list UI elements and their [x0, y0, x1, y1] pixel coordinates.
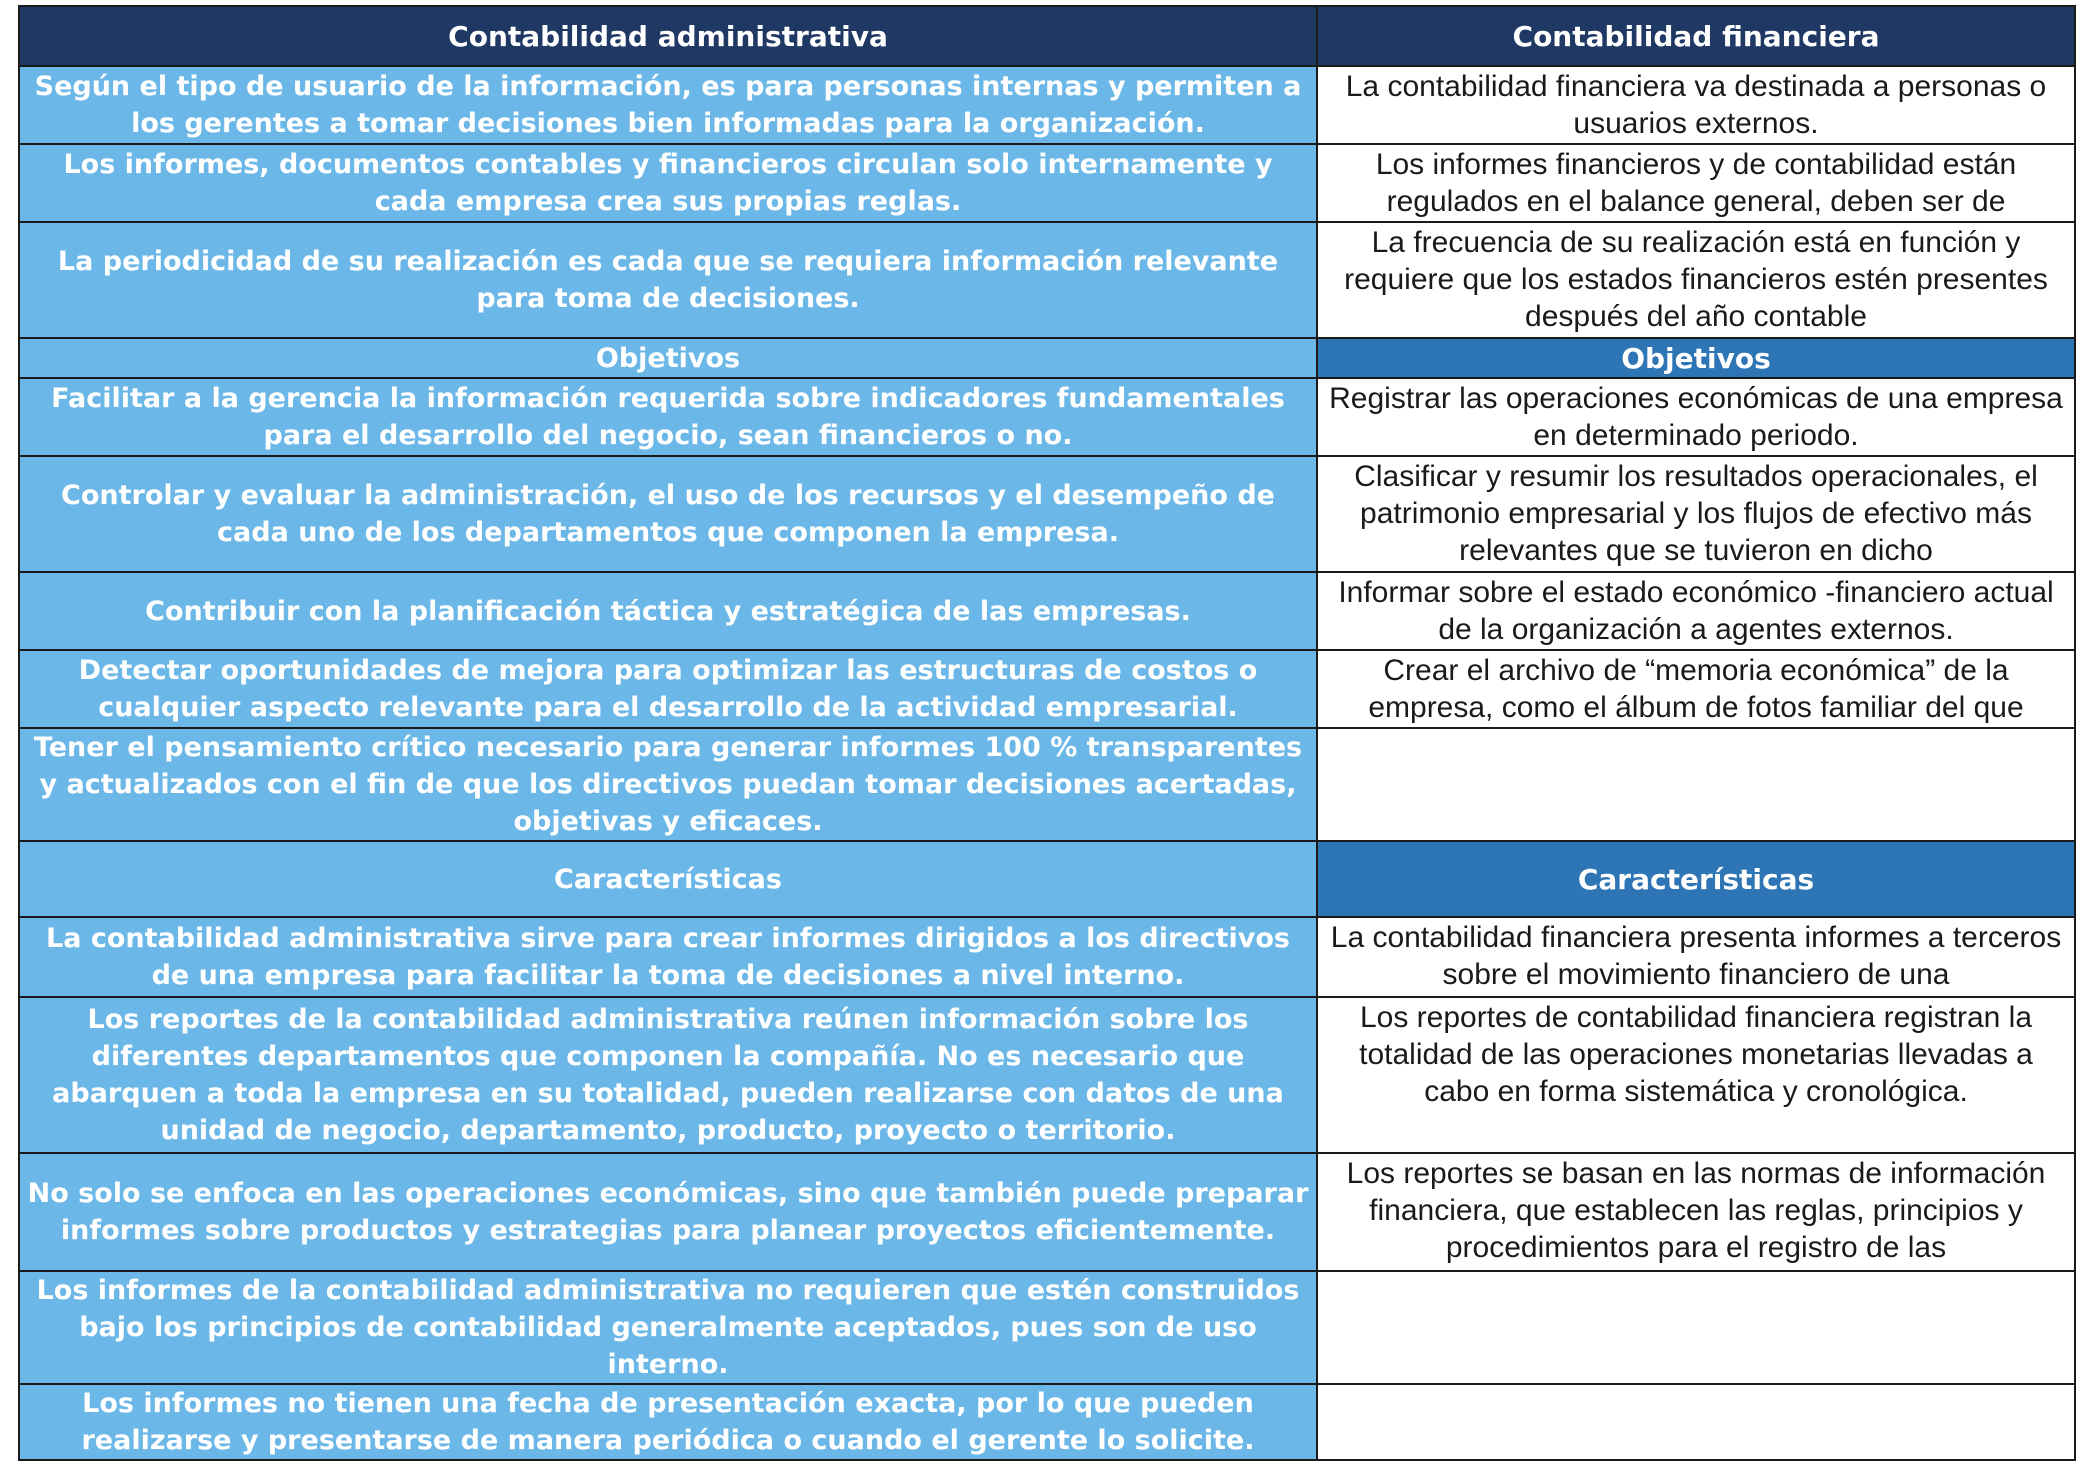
table-row — [19, 222, 2075, 338]
cell-administrativa: Los informes de la contabilidad administrativa no requieren que estén construidos bajo los principios de contabilidad generalmente aceptados, pues son de uso interno. — [19, 1271, 1317, 1384]
table-row — [19, 917, 2075, 997]
table-row — [19, 144, 2075, 222]
section-title-caracteristicas-financiera: Características — [1317, 841, 2075, 917]
cell-financiera: La frecuencia de su realización está en función y requiere que los estados financieros estén presentes después del año contable — [1317, 222, 2075, 338]
section-title-objetivos-administrativa: Objetivos — [19, 338, 1317, 378]
cell-administrativa: Los reportes de la contabilidad administrativa reúnen información sobre los diferentes departamentos que componen la compañía. No es necesario que abarquen a toda la empresa en su totalidad, pueden realizarse con datos de una unidad de negocio, departamento, producto, proyecto o territorio. — [19, 997, 1317, 1153]
cell-administrativa: La contabilidad administrativa sirve para crear informes dirigidos a los directivos de una empresa para facilitar la toma de decisiones a nivel interno. — [19, 917, 1317, 997]
cell-financiera: La contabilidad financiera va destinada a personas o usuarios externos. — [1317, 66, 2075, 144]
section-row-objetivos — [19, 338, 2075, 378]
cell-administrativa: Los informes no tienen una fecha de presentación exacta, por lo que pueden realizarse y presentarse de manera periódica o cuando el gerente lo solicite. — [19, 1384, 1317, 1460]
table-row — [19, 1384, 2075, 1460]
cell-administrativa: Según el tipo de usuario de la información, es para personas internas y permiten a los gerentes a tomar decisiones bien informadas para la organización. — [19, 66, 1317, 144]
cell-financiera: La contabilidad financiera presenta informes a terceros sobre el movimiento financiero de una — [1317, 917, 2075, 997]
header-row — [19, 6, 2075, 66]
cell-financiera — [1317, 728, 2075, 841]
table-row — [19, 728, 2075, 841]
table-row — [19, 378, 2075, 456]
comparison-table — [18, 5, 2076, 1461]
section-title-caracteristicas-administrativa: Características — [19, 841, 1317, 917]
cell-financiera: Informar sobre el estado económico -financiero actual de la organización a agentes externos. — [1317, 572, 2075, 650]
cell-financiera: Los reportes se basan en las normas de información financiera, que establecen las reglas, principios y procedimientos para el registro de las — [1317, 1153, 2075, 1271]
table-row — [19, 1153, 2075, 1271]
table-row — [19, 572, 2075, 650]
cell-financiera — [1317, 1384, 2075, 1460]
table-row — [19, 1271, 2075, 1384]
cell-administrativa: Facilitar a la gerencia la información requerida sobre indicadores fundamentales para el desarrollo del negocio, sean financieros o no. — [19, 378, 1317, 456]
section-row-caracteristicas — [19, 841, 2075, 917]
table-row — [19, 650, 2075, 728]
cell-financiera: Crear el archivo de “memoria económica” de la empresa, como el álbum de fotos familiar del que — [1317, 650, 2075, 728]
header-cell-administrativa: Contabilidad administrativa — [19, 6, 1317, 66]
table-row — [19, 456, 2075, 572]
cell-financiera: Los reportes de contabilidad financiera registran la totalidad de las operaciones monetarias llevadas a cabo en forma sistemática y cronológica. — [1317, 997, 2075, 1153]
cell-administrativa: No solo se enfoca en las operaciones económicas, sino que también puede preparar informes sobre productos y estrategias para planear proyectos eficientemente. — [19, 1153, 1317, 1271]
table-row — [19, 997, 2075, 1153]
cell-financiera: Clasificar y resumir los resultados operacionales, el patrimonio empresarial y los flujos de efectivo más relevantes que se tuvieron en dicho — [1317, 456, 2075, 572]
cell-administrativa: La periodicidad de su realización es cada que se requiera información relevante para toma de decisiones. — [19, 222, 1317, 338]
cell-financiera: Los informes financieros y de contabilidad están regulados en el balance general, deben ser de — [1317, 144, 2075, 222]
cell-administrativa: Los informes, documentos contables y financieros circulan solo internamente y cada empresa crea sus propias reglas. — [19, 144, 1317, 222]
cell-administrativa: Detectar oportunidades de mejora para optimizar las estructuras de costos o cualquier aspecto relevante para el desarrollo de la actividad empresarial. — [19, 650, 1317, 728]
table-row — [19, 66, 2075, 144]
cell-administrativa: Contribuir con la planificación táctica y estratégica de las empresas. — [19, 572, 1317, 650]
cell-financiera: Registrar las operaciones económicas de una empresa en determinado periodo. — [1317, 378, 2075, 456]
cell-financiera — [1317, 1271, 2075, 1384]
header-cell-financiera: Contabilidad financiera — [1317, 6, 2075, 66]
section-title-objetivos-financiera: Objetivos — [1317, 338, 2075, 378]
cell-administrativa: Tener el pensamiento crítico necesario para generar informes 100 % transparentes y actualizados con el fin de que los directivos puedan tomar decisiones acertadas, objetivas y eficaces. — [19, 728, 1317, 841]
cell-administrativa: Controlar y evaluar la administración, el uso de los recursos y el desempeño de cada uno de los departamentos que componen la empresa. — [19, 456, 1317, 572]
